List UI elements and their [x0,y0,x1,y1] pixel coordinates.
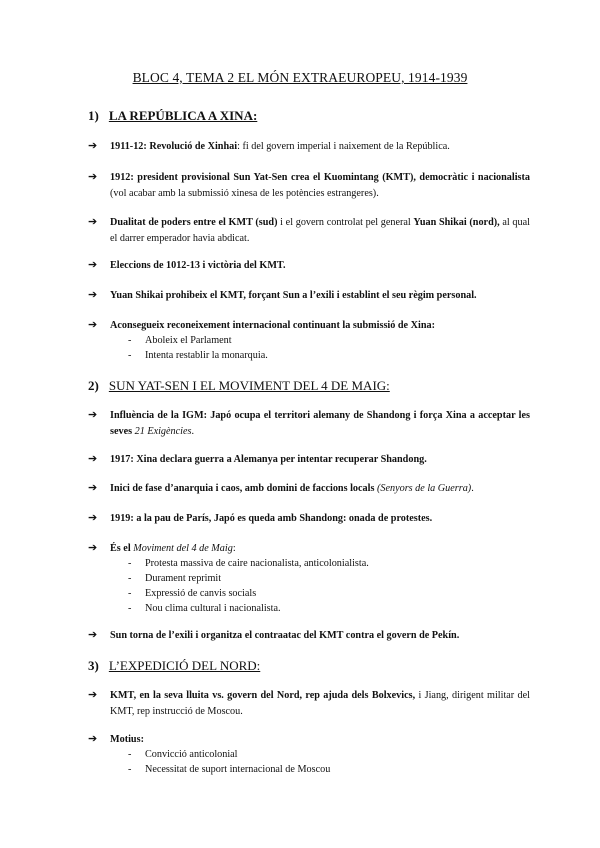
section-title: LA REPÚBLICA A XINA: [108,108,258,123]
arrow-icon: ➔ [88,171,98,183]
arrow-icon: ➔ [88,733,98,745]
arrow-icon: ➔ [88,482,98,494]
bullet-item: ➔ Motius: [88,732,530,748]
bullet-item: ➔ Inici de fase d’anarquia i caos, amb domini de faccions locals (Senyors de la Guerra). [88,481,530,497]
section-number: 2) [88,378,99,393]
arrow-icon: ➔ [88,140,98,152]
sub-item: - Aboleix el Parlament [128,335,232,346]
bullet-item: ➔ 1919: a la pau de París, Japó es queda amb Shandong: onada de protestes. [88,511,530,527]
bullet-item: ➔ 1911-12: Revolució de Xinhai: fi del govern imperial i naixement de la República. [88,139,530,155]
section-title: L’EXPEDICIÓ DEL NORD: [108,658,261,673]
arrow-icon: ➔ [88,259,98,271]
section-heading-2 [88,378,390,394]
section-title: SUN YAT-SEN I EL MOVIMENT DEL 4 DE MAIG: [108,378,390,393]
bullet-item: ➔ 1917: Xina declara guerra a Alemanya per intentar recuperar Shandong. [88,452,530,468]
arrow-icon: ➔ [88,512,98,524]
arrow-icon: ➔ [88,216,98,228]
arrow-icon: ➔ [88,319,98,331]
arrow-icon: ➔ [88,409,98,421]
sub-item: - Convicció anticolonial [128,749,238,760]
bullet-item: ➔ Yuan Shikai prohibeix el KMT, forçant Sun a l’exili i establint el seu règim personal. [88,288,530,304]
bullet-item: ➔ KMT, en la seva lluita vs. govern del Nord, rep ajuda dels Bolxevics, i Jiang, dirigent militar del KMT, rep instrucció de Moscou. [88,689,530,717]
sub-item: - Nou clima cultural i nacionalista. [128,603,281,614]
bullet-item: ➔ Eleccions de 1012-13 i victòria del KMT. [88,258,530,274]
arrow-icon: ➔ [88,689,98,701]
sub-item: - Durament reprimit [128,573,222,584]
sub-item: - Protesta massiva de caire nacionalista, anticolonialista. [128,558,369,569]
section-number: 1) [88,108,99,123]
sub-item: - Expressió de canvis socials [128,588,257,599]
bullet-item: ➔ Dualitat de poders entre el KMT (sud) i el govern controlat pel general Yuan Shikai (nord), al qual el darrer emperador havia abdicat. [88,216,530,244]
sub-item: - Necessitat de suport internacional de Moscou [128,764,331,775]
section-heading-3 [88,658,260,674]
arrow-icon: ➔ [88,453,98,465]
arrow-icon: ➔ [88,629,98,641]
arrow-icon: ➔ [88,289,98,301]
section-number: 3) [88,658,99,673]
bullet-item: ➔ Aconsegueix reconeixement internacional continuant la submissió de Xina: [88,318,530,334]
arrow-icon: ➔ [88,542,98,554]
bullet-item: ➔ Sun torna de l’exili i organitza el contraatac del KMT contra el govern de Pekín. [88,628,530,644]
bullet-item: ➔ 1912: president provisional Sun Yat-Sen crea el Kuomintang (KMT), democràtic i nacionalista (vol acabar amb la submissió xinesa de les potències estrangeres). [88,171,530,199]
document-title: BLOC 4, TEMA 2 EL MÓN EXTRAEUROPEU, 1914-1939 [132,70,468,85]
bullet-item: ➔ És el Moviment del 4 de Maig: [88,541,530,557]
section-heading-1 [88,108,257,124]
sub-item: - Intenta restablir la monarquia. [128,350,268,361]
bullet-item: ➔ Influència de la IGM: Japó ocupa el territori alemany de Shandong i força Xina a acceptar les seves 21 Exigències. [88,409,530,437]
